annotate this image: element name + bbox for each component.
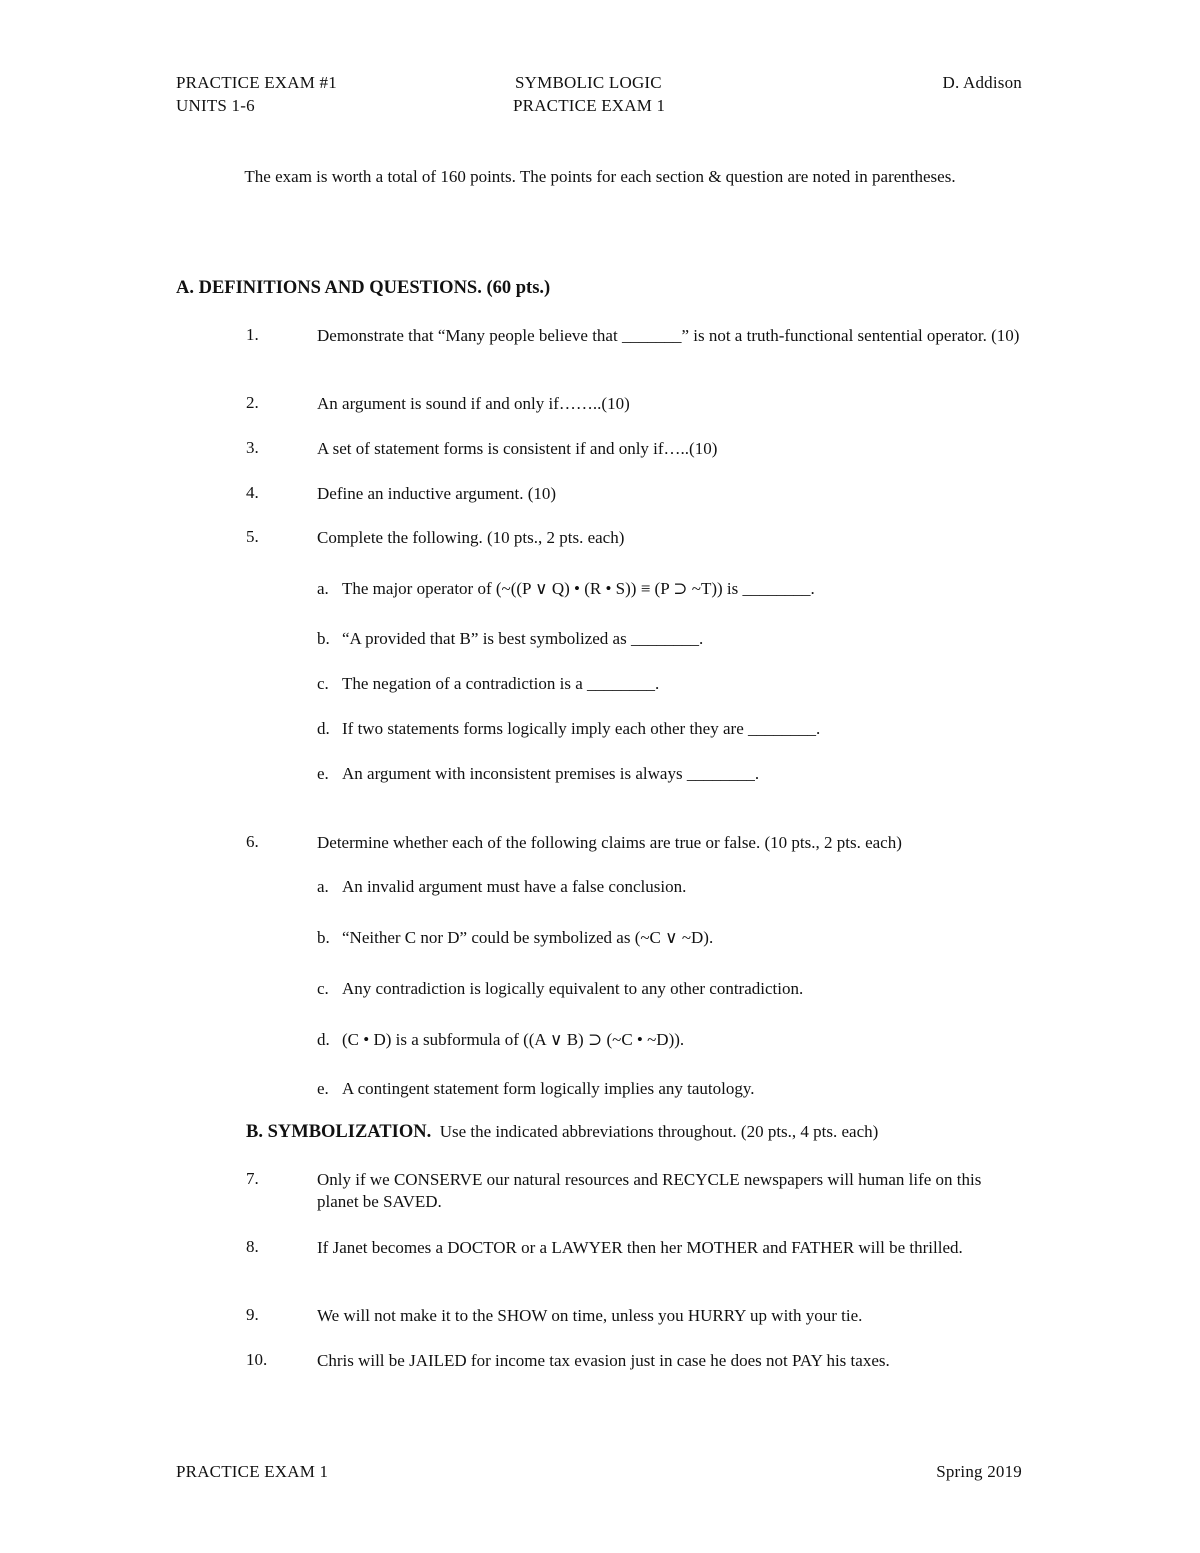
question-number: 5. [246, 527, 259, 546]
section-b-title: B. SYMBOLIZATION. [246, 1122, 432, 1142]
item-letter: a. [317, 877, 329, 896]
item-text: “A provided that B” is best symbolized as ________. [342, 629, 704, 648]
q6-item-c [317, 979, 803, 999]
item-text: The negation of a contradiction is a ________. [342, 674, 660, 693]
item-text: A contingent statement form logically implies any tautology. [342, 1079, 755, 1098]
section-b-heading [246, 1122, 878, 1143]
item-letter: d. [317, 1030, 330, 1049]
q5-item-a [317, 579, 815, 599]
item-letter: d. [317, 719, 330, 738]
item-text: If two statements forms logically imply each other they are ________. [342, 719, 821, 738]
item-text: Any contradiction is logically equivalent to any other contradiction. [342, 979, 804, 998]
item-letter: e. [317, 764, 329, 783]
q6-item-d [317, 1030, 684, 1050]
question-number: 8. [246, 1237, 259, 1256]
question-number: 7. [246, 1169, 259, 1188]
q6-item-b [317, 928, 713, 948]
item-letter: c. [317, 979, 329, 998]
question-number: 9. [246, 1305, 259, 1324]
q5-item-e [317, 764, 759, 784]
item-text: An argument with inconsistent premises is always ________. [342, 764, 760, 783]
question-text: Complete the following. (10 pts., 2 pts. each) [317, 528, 625, 547]
header-left-line1: PRACTICE EXAM #1 [176, 73, 337, 92]
section-b-instruction: Use the indicated abbreviations throughout. (20 pts., 4 pts. each) [439, 1122, 879, 1141]
q6-item-a [317, 877, 686, 897]
q5-item-d [317, 719, 820, 739]
question-number: 2. [246, 393, 259, 412]
item-letter: c. [317, 674, 329, 693]
question-text: Only if we CONSERVE our natural resources and RECYCLE newspapers will human life on this planet be SAVED. [317, 1170, 982, 1211]
header-left-line2: UNITS 1-6 [176, 96, 255, 115]
question-text: We will not make it to the SHOW on time, unless you HURRY up with your tie. [317, 1306, 863, 1325]
header-center-line2: PRACTICE EXAM 1 [513, 96, 666, 115]
footer-right: Spring 2019 [936, 1462, 1022, 1481]
item-text: “Neither C nor D” could be symbolized as (~C ∨ ~D). [342, 928, 714, 947]
header-center-line1: SYMBOLIC LOGIC [515, 73, 662, 92]
question-number: 6. [246, 832, 259, 851]
item-letter: b. [317, 928, 330, 947]
footer-left: PRACTICE EXAM 1 [176, 1462, 329, 1481]
question-text: Chris will be JAILED for income tax evasion just in case he does not PAY his taxes. [317, 1351, 890, 1370]
header-author: D. Addison [942, 73, 1022, 92]
question-text: Determine whether each of the following claims are true or false. (10 pts., 2 pts. each) [317, 833, 902, 852]
section-a-title: A. DEFINITIONS AND QUESTIONS. (60 pts.) [176, 278, 551, 298]
question-text: An argument is sound if and only if……..(10) [317, 394, 630, 413]
question-text: If Janet becomes a DOCTOR or a LAWYER then her MOTHER and FATHER will be thrilled. [317, 1238, 963, 1257]
q6-item-e [317, 1079, 754, 1099]
item-letter: e. [317, 1079, 329, 1098]
q5-item-b [317, 629, 703, 649]
item-letter: a. [317, 579, 329, 598]
item-text: The major operator of (~((P ∨ Q) • (R • S)) ≡ (P ⊃ ~T)) is ________. [342, 579, 815, 598]
item-text: (C • D) is a subformula of ((A ∨ B) ⊃ (~C • ~D)). [342, 1030, 685, 1049]
question-number: 10. [246, 1350, 268, 1369]
q5-item-c [317, 674, 659, 694]
question-number: 3. [246, 438, 259, 457]
question-number: 4. [246, 483, 259, 502]
question-text: A set of statement forms is consistent if and only if…..(10) [317, 439, 718, 458]
question-number: 1. [246, 325, 259, 344]
item-letter: b. [317, 629, 330, 648]
question-text: Demonstrate that “Many people believe that _______” is not a truth-functional sentential operator. (10) [317, 326, 1020, 345]
question-text: Define an inductive argument. (10) [317, 484, 557, 503]
intro-text: The exam is worth a total of 160 points. The points for each section & question are noted in parentheses. [244, 167, 956, 186]
item-text: An invalid argument must have a false conclusion. [342, 877, 687, 896]
